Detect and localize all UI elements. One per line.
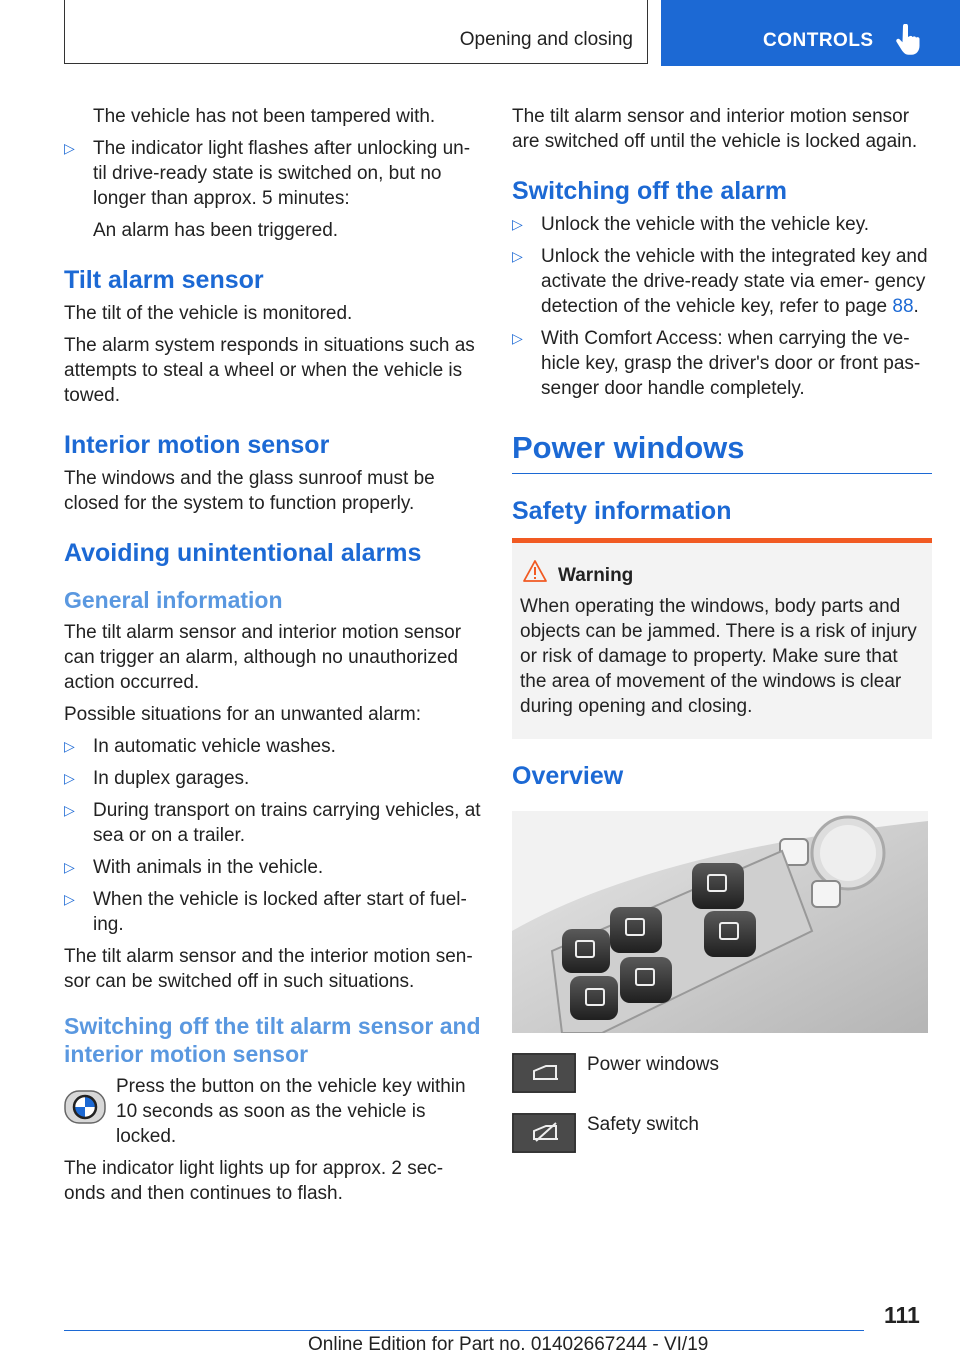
intro-text: The vehicle has not been tampered with.: [93, 106, 436, 127]
legend-item-safety-switch: [512, 1113, 932, 1153]
paragraph: Possible situations for an unwanted alarm:: [64, 704, 421, 725]
list-item: ▷ Unlock the vehicle with the vehicle key.: [512, 212, 932, 237]
list-item-text: ▷ The indicator light flashes after unlocking un- til drive-ready state is switched on, but no longer than approx. 5 minutes:: [93, 138, 471, 209]
heading-tilt-alarm-sensor: Tilt alarm sensor: [64, 266, 264, 294]
footer-divider: [64, 1330, 864, 1331]
key-instruction-text: Press the button on the vehicle key within 10 seconds as soon as the vehicle is locked.: [116, 1076, 466, 1147]
list-item-text-end: .: [913, 296, 919, 317]
power-window-switch-photo: [512, 811, 928, 1033]
right-column: [512, 104, 932, 1153]
paragraph: The windows and the glass sunroof must be closed for the system to function properly.: [64, 468, 435, 514]
key-instruction: [64, 1074, 484, 1149]
paragraph: The tilt alarm sensor and interior motion sensor can trigger an alarm, although no unauthorized action occurred.: [64, 622, 462, 693]
paragraph: The tilt of the vehicle is monitored.: [64, 303, 353, 324]
safety-switch-icon: [512, 1113, 576, 1153]
header-section-box: [64, 0, 648, 64]
warning-title-row: [558, 563, 924, 588]
list-item: ▷ With animals in the vehicle.: [64, 855, 484, 880]
heading-switching-off-alarm: Switching off the alarm: [512, 177, 788, 205]
legend-label: Power windows: [587, 1054, 719, 1075]
heading-power-windows: Power windows: [512, 429, 932, 474]
heading-avoiding-alarms: Avoiding unintentional alarms: [64, 539, 422, 567]
list-item: [64, 136, 484, 243]
page-number: 111: [884, 1302, 920, 1328]
legend-label: Safety switch: [587, 1114, 699, 1135]
footer-edition-text: Online Edition for Part no. 01402667244 - VI/19: [308, 1334, 709, 1355]
paragraph: The tilt alarm sensor and interior motion sensor are switched off until the vehicle is locked again.: [512, 106, 918, 152]
header-controls-label: CONTROLS: [763, 30, 874, 51]
list-item: ▷ During transport on trains carrying vehicles, at sea or on a trailer.: [64, 798, 484, 848]
header-section-title: Opening and closing: [459, 29, 633, 50]
list-item: ▷ In automatic vehicle washes.: [64, 734, 484, 759]
heading-overview: Overview: [512, 762, 624, 790]
warning-text: When operating the windows, body parts and objects can be jammed. There is a risk of injury or risk of damage to property. Make sure that the area of movement of the windows is clear during opening and closing.: [520, 596, 917, 717]
warning-title: Warning: [558, 565, 634, 586]
pointing-hand-icon: [895, 24, 921, 56]
list-item: ▷ With Comfort Access: when carrying the ve- hicle key, grasp the driver's door or front pas- senger door handle completely.: [512, 326, 932, 401]
warning-box: [512, 538, 932, 739]
paragraph: The indicator light lights up for approx. 2 sec- onds and then continues to flash.: [64, 1158, 444, 1204]
list-item-text: Unlock the vehicle with the integrated key and activate the drive-ready state via emer- gency detection of the vehicle key, refer to page: [541, 246, 928, 317]
warning-triangle-icon: [522, 559, 548, 583]
header-controls-tab[interactable]: [661, 0, 960, 66]
heading-interior-motion-sensor: Interior motion sensor: [64, 431, 330, 459]
power-window-icon: [512, 1053, 576, 1093]
list-item: ▷ When the vehicle is locked after start of fuel- ing.: [64, 887, 484, 937]
legend-item-power-windows: [512, 1053, 932, 1093]
list-item: ▷ In duplex garages.: [64, 766, 484, 791]
page-reference-link[interactable]: 88: [892, 296, 914, 317]
list-item: [512, 244, 932, 319]
heading-switching-off-sensors: Switching off the tilt alarm sensor and interior motion sensor: [64, 1013, 481, 1067]
paragraph: The alarm system responds in situations such as attempts to steal a wheel or when the vehicle is towed.: [64, 335, 475, 406]
list-item-subtext: An alarm has been triggered.: [93, 220, 339, 241]
paragraph: The tilt alarm sensor and the interior motion sen- sor can be switched off in such situations.: [64, 946, 473, 992]
vehicle-key-lock-button-icon: [64, 1086, 106, 1128]
left-column: [64, 104, 484, 1213]
heading-safety-information: Safety information: [512, 497, 732, 525]
heading-general-information: General information: [64, 587, 283, 613]
